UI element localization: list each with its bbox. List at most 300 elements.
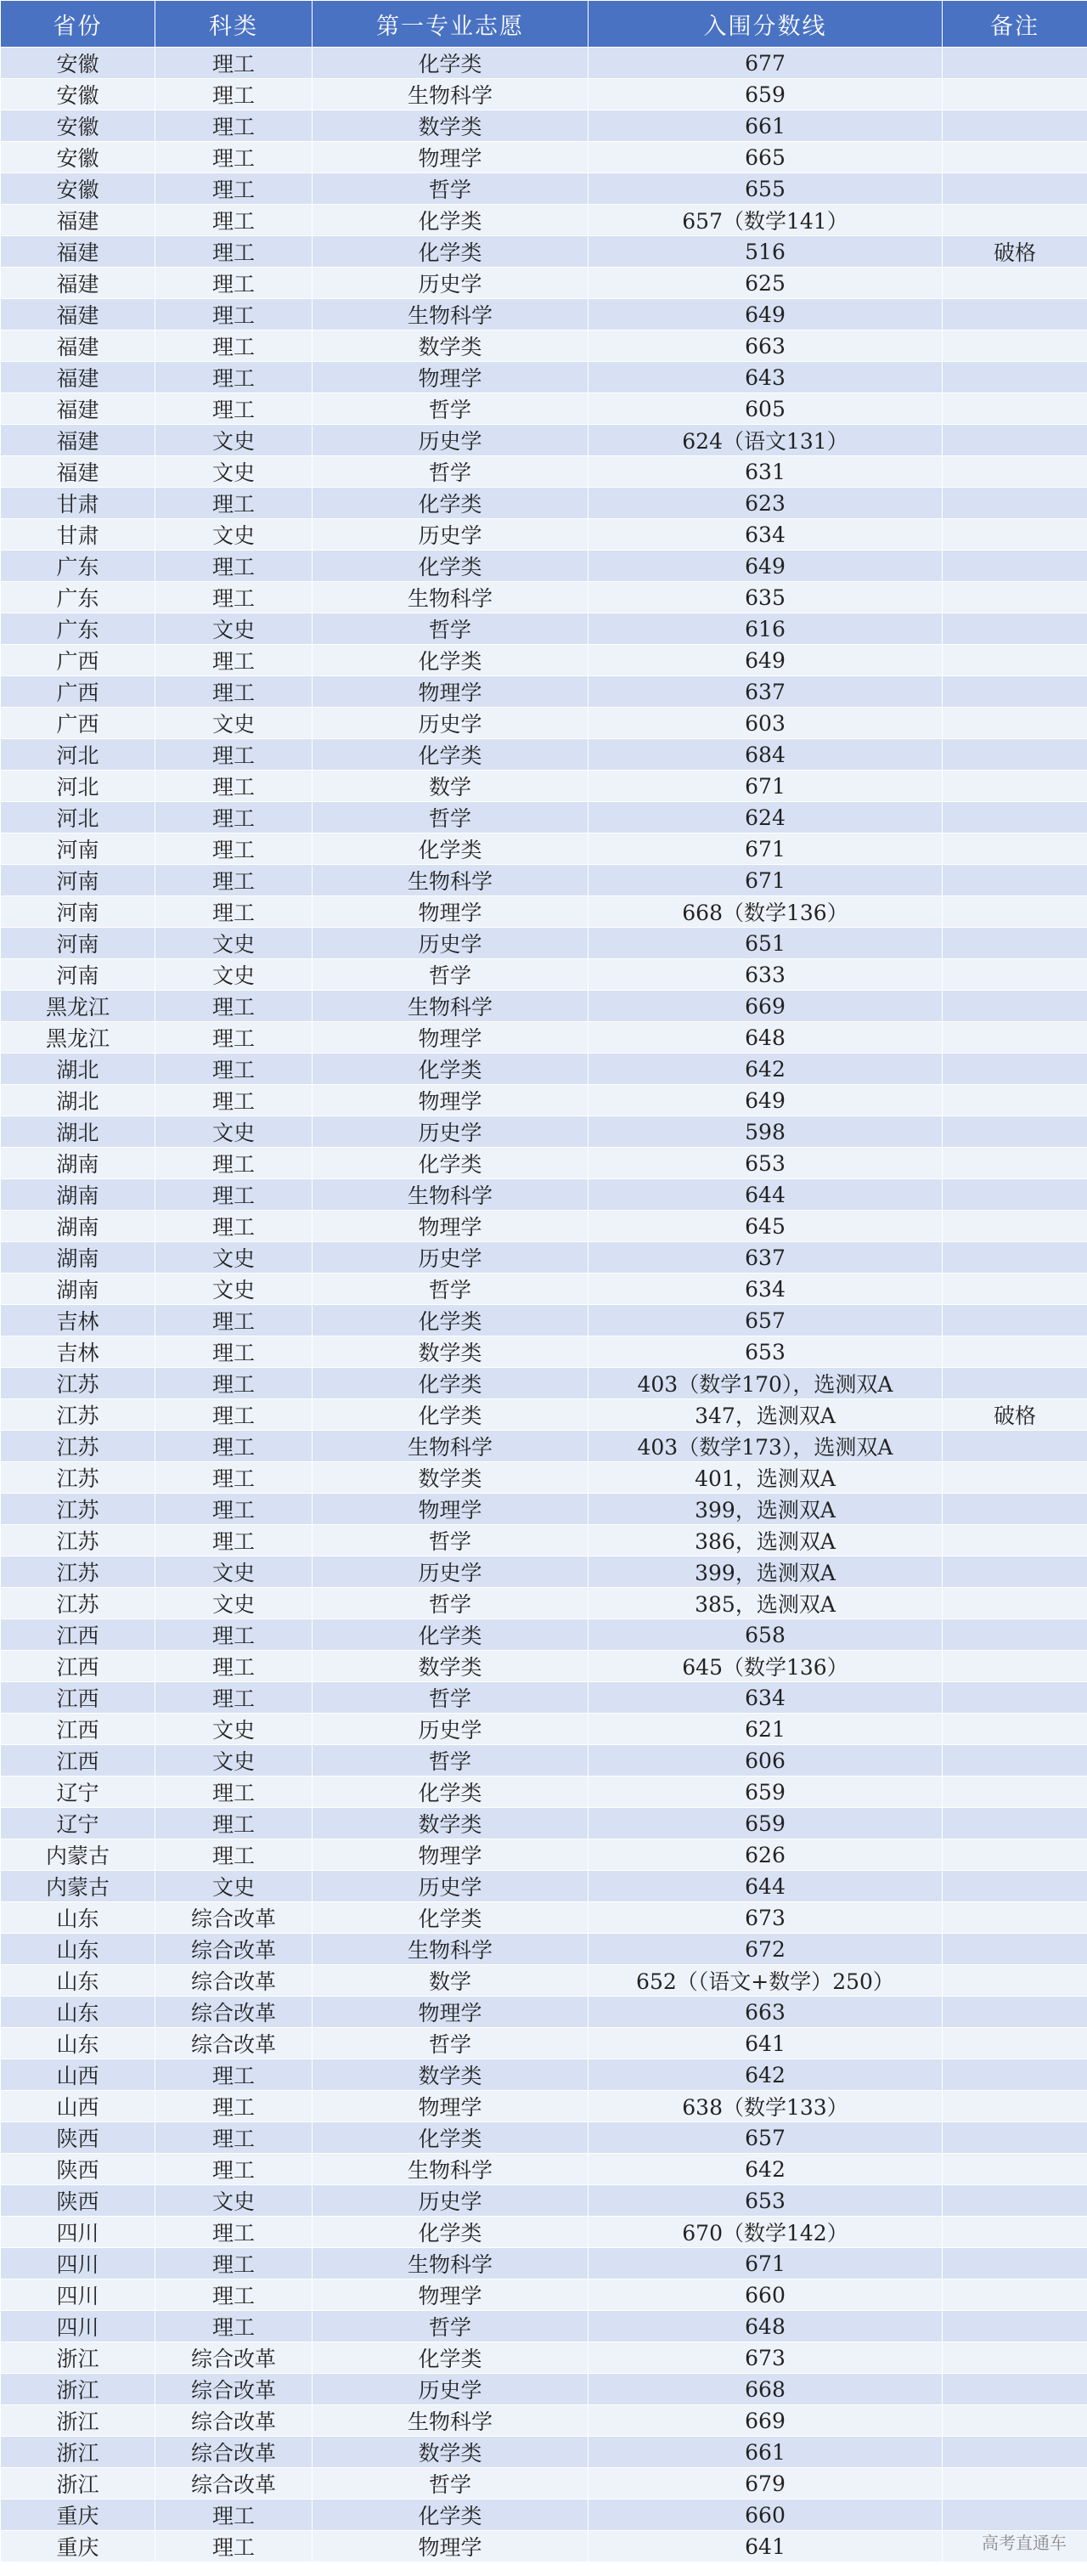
cell-category: 文史 xyxy=(155,1714,313,1745)
cell-remarks xyxy=(943,1305,1087,1336)
table-row xyxy=(1,1714,1087,1745)
cell-major: 化学类 xyxy=(313,2122,589,2154)
cell-cutoff-score: 659 xyxy=(589,79,943,110)
table-row xyxy=(1,330,1087,362)
cell-cutoff-score: 623 xyxy=(589,488,943,519)
cell-remarks xyxy=(943,1934,1087,1965)
table-row xyxy=(1,2405,1087,2437)
cell-cutoff-score: 671 xyxy=(589,833,943,865)
cell-category: 文史 xyxy=(155,613,313,645)
cell-cutoff-score: 677 xyxy=(589,48,943,79)
table-row xyxy=(1,2122,1087,2154)
cell-cutoff-score: 668 xyxy=(589,2374,943,2405)
cell-province: 福建 xyxy=(1,425,155,456)
cell-major: 生物科学 xyxy=(313,991,589,1022)
cell-cutoff-score: 645 xyxy=(589,1211,943,1242)
cell-remarks xyxy=(943,959,1087,991)
header-province: 省份 xyxy=(1,1,155,48)
cell-remarks xyxy=(943,2248,1087,2279)
cell-province: 山西 xyxy=(1,2059,155,2091)
cell-province: 山东 xyxy=(1,1965,155,1997)
table-row xyxy=(1,236,1087,268)
table-row xyxy=(1,1777,1087,1808)
cell-remarks xyxy=(943,142,1087,173)
table-row xyxy=(1,2342,1087,2374)
table-row xyxy=(1,865,1087,896)
table-row xyxy=(1,1745,1087,1777)
cell-province: 内蒙古 xyxy=(1,1839,155,1871)
cell-remarks xyxy=(943,2091,1087,2122)
cell-province: 内蒙古 xyxy=(1,1871,155,1902)
cell-cutoff-score: 403（数学170），选测双A xyxy=(589,1368,943,1399)
table-row xyxy=(1,1588,1087,1619)
header-remarks: 备注 xyxy=(943,1,1087,48)
cell-remarks xyxy=(943,1745,1087,1777)
cell-province: 江苏 xyxy=(1,1494,155,1525)
cell-province: 福建 xyxy=(1,299,155,330)
cell-province: 浙江 xyxy=(1,2342,155,2374)
cell-cutoff-score: 606 xyxy=(589,1745,943,1777)
table-row xyxy=(1,1211,1087,1242)
table-row xyxy=(1,1494,1087,1525)
cell-remarks xyxy=(943,425,1087,456)
cell-category: 综合改革 xyxy=(155,2342,313,2374)
cell-cutoff-score: 669 xyxy=(589,2405,943,2437)
cell-category: 文史 xyxy=(155,425,313,456)
table-row xyxy=(1,205,1087,236)
table-row xyxy=(1,2311,1087,2342)
cell-remarks xyxy=(943,802,1087,833)
cell-remarks xyxy=(943,2342,1087,2374)
cell-category: 理工 xyxy=(155,1494,313,1525)
cell-province: 福建 xyxy=(1,268,155,299)
cell-remarks xyxy=(943,456,1087,488)
table-row xyxy=(1,896,1087,928)
cell-cutoff-score: 665 xyxy=(589,142,943,173)
table-row xyxy=(1,1651,1087,1682)
cell-major: 化学类 xyxy=(313,1148,589,1179)
cell-remarks xyxy=(943,645,1087,676)
cell-major: 历史学 xyxy=(313,425,589,456)
cell-province: 河南 xyxy=(1,928,155,959)
cell-cutoff-score: 648 xyxy=(589,1022,943,1054)
cell-category: 理工 xyxy=(155,1022,313,1054)
cell-cutoff-score: 637 xyxy=(589,1242,943,1274)
cell-major: 历史学 xyxy=(313,928,589,959)
cell-category: 文史 xyxy=(155,1116,313,1148)
cell-province: 河南 xyxy=(1,833,155,865)
cell-cutoff-score: 643 xyxy=(589,362,943,393)
cell-category: 文史 xyxy=(155,1745,313,1777)
table-row xyxy=(1,2185,1087,2217)
cell-category: 理工 xyxy=(155,205,313,236)
cell-province: 湖北 xyxy=(1,1085,155,1116)
cell-remarks xyxy=(943,1494,1087,1525)
cell-category: 理工 xyxy=(155,48,313,79)
cell-province: 四川 xyxy=(1,2217,155,2248)
table-row xyxy=(1,1085,1087,1116)
cell-major: 化学类 xyxy=(313,1368,589,1399)
cell-major: 哲学 xyxy=(313,1682,589,1714)
cell-province: 浙江 xyxy=(1,2405,155,2437)
cell-cutoff-score: 660 xyxy=(589,2279,943,2311)
cell-province: 黑龙江 xyxy=(1,1022,155,1054)
cell-remarks xyxy=(943,1839,1087,1871)
cell-province: 湖南 xyxy=(1,1148,155,1179)
cell-province: 甘肃 xyxy=(1,488,155,519)
cell-cutoff-score: 403（数学173），选测双A xyxy=(589,1431,943,1462)
table-row xyxy=(1,173,1087,205)
cell-province: 安徽 xyxy=(1,79,155,110)
cell-province: 江西 xyxy=(1,1745,155,1777)
cell-category: 文史 xyxy=(155,1556,313,1588)
table-row xyxy=(1,1871,1087,1902)
cell-major: 哲学 xyxy=(313,613,589,645)
cell-category: 理工 xyxy=(155,173,313,205)
cell-major: 数学类 xyxy=(313,1651,589,1682)
table-row xyxy=(1,1525,1087,1556)
cell-province: 江西 xyxy=(1,1714,155,1745)
cell-category: 理工 xyxy=(155,2531,313,2562)
cell-category: 理工 xyxy=(155,2248,313,2279)
cell-major: 哲学 xyxy=(313,1525,589,1556)
cell-remarks xyxy=(943,393,1087,425)
cell-cutoff-score: 649 xyxy=(589,551,943,582)
cell-province: 江西 xyxy=(1,1682,155,1714)
cell-major: 历史学 xyxy=(313,1116,589,1148)
cell-remarks xyxy=(943,1431,1087,1462)
cell-major: 物理学 xyxy=(313,2091,589,2122)
cell-remarks xyxy=(943,362,1087,393)
cell-category: 理工 xyxy=(155,1525,313,1556)
cell-province: 河南 xyxy=(1,896,155,928)
cell-major: 物理学 xyxy=(313,676,589,708)
cell-province: 辽宁 xyxy=(1,1808,155,1839)
cell-major: 数学类 xyxy=(313,1462,589,1494)
cell-remarks xyxy=(943,519,1087,551)
cell-province: 山西 xyxy=(1,2091,155,2122)
cell-major: 物理学 xyxy=(313,2531,589,2562)
cell-province: 福建 xyxy=(1,393,155,425)
cell-major: 生物科学 xyxy=(313,2405,589,2437)
cell-province: 河南 xyxy=(1,959,155,991)
table-row xyxy=(1,142,1087,173)
cell-major: 哲学 xyxy=(313,2468,589,2500)
table-row xyxy=(1,1399,1087,1431)
cell-cutoff-score: 386，选测双A xyxy=(589,1525,943,1556)
cell-province: 福建 xyxy=(1,456,155,488)
cell-category: 文史 xyxy=(155,456,313,488)
cell-category: 文史 xyxy=(155,708,313,739)
cell-major: 数学 xyxy=(313,771,589,802)
cell-remarks xyxy=(943,2311,1087,2342)
cell-cutoff-score: 668（数学136） xyxy=(589,896,943,928)
cell-province: 河北 xyxy=(1,771,155,802)
cell-province: 安徽 xyxy=(1,110,155,142)
cell-cutoff-score: 660 xyxy=(589,2500,943,2531)
cell-cutoff-score: 347，选测双A xyxy=(589,1399,943,1431)
cell-major: 化学类 xyxy=(313,2342,589,2374)
cell-province: 广东 xyxy=(1,613,155,645)
cell-category: 理工 xyxy=(155,1336,313,1368)
cell-cutoff-score: 657（数学141） xyxy=(589,205,943,236)
header-first-major-choice: 第一专业志愿 xyxy=(313,1,589,48)
cell-major: 化学类 xyxy=(313,739,589,771)
cell-remarks xyxy=(943,991,1087,1022)
cell-major: 历史学 xyxy=(313,708,589,739)
cell-remarks xyxy=(943,1274,1087,1305)
cell-province: 江苏 xyxy=(1,1525,155,1556)
cell-category: 理工 xyxy=(155,1682,313,1714)
cell-remarks xyxy=(943,1022,1087,1054)
cell-cutoff-score: 652（（语文+数学）250） xyxy=(589,1965,943,1997)
table-row xyxy=(1,613,1087,645)
cell-cutoff-score: 641 xyxy=(589,2028,943,2059)
cell-province: 河南 xyxy=(1,865,155,896)
cell-category: 理工 xyxy=(155,2059,313,2091)
cell-category: 文史 xyxy=(155,1588,313,1619)
table-row xyxy=(1,268,1087,299)
cell-category: 理工 xyxy=(155,1651,313,1682)
cell-province: 江西 xyxy=(1,1651,155,1682)
cell-major: 生物科学 xyxy=(313,582,589,613)
cell-major: 数学类 xyxy=(313,1336,589,1368)
cell-category: 理工 xyxy=(155,2091,313,2122)
cell-cutoff-score: 649 xyxy=(589,1085,943,1116)
cell-cutoff-score: 649 xyxy=(589,299,943,330)
cell-category: 理工 xyxy=(155,551,313,582)
cell-category: 理工 xyxy=(155,1431,313,1462)
cell-category: 理工 xyxy=(155,739,313,771)
cell-province: 湖南 xyxy=(1,1242,155,1274)
cell-remarks xyxy=(943,299,1087,330)
cell-remarks xyxy=(943,1462,1087,1494)
cell-major: 哲学 xyxy=(313,2311,589,2342)
table-row xyxy=(1,1179,1087,1211)
cell-category: 理工 xyxy=(155,393,313,425)
cell-major: 化学类 xyxy=(313,2500,589,2531)
table-row xyxy=(1,1965,1087,1997)
cell-remarks xyxy=(943,708,1087,739)
cell-cutoff-score: 401，选测双A xyxy=(589,1462,943,1494)
cell-major: 化学类 xyxy=(313,1902,589,1934)
cell-province: 陕西 xyxy=(1,2122,155,2154)
table-row xyxy=(1,1619,1087,1651)
table-row xyxy=(1,1682,1087,1714)
cell-remarks xyxy=(943,1871,1087,1902)
cell-category: 文史 xyxy=(155,1274,313,1305)
cell-cutoff-score: 661 xyxy=(589,2437,943,2468)
cell-cutoff-score: 659 xyxy=(589,1808,943,1839)
table-row xyxy=(1,1336,1087,1368)
cell-province: 江苏 xyxy=(1,1588,155,1619)
cell-cutoff-score: 641 xyxy=(589,2531,943,2562)
cell-province: 湖北 xyxy=(1,1116,155,1148)
cell-category: 理工 xyxy=(155,142,313,173)
table-row xyxy=(1,2468,1087,2500)
cell-major: 化学类 xyxy=(313,205,589,236)
table-row xyxy=(1,676,1087,708)
cell-province: 广西 xyxy=(1,645,155,676)
cell-cutoff-score: 642 xyxy=(589,2154,943,2185)
cell-major: 化学类 xyxy=(313,1054,589,1085)
cell-remarks xyxy=(943,551,1087,582)
table-row xyxy=(1,771,1087,802)
cell-major: 哲学 xyxy=(313,456,589,488)
cell-category: 理工 xyxy=(155,2154,313,2185)
cell-category: 理工 xyxy=(155,1211,313,1242)
cell-category: 理工 xyxy=(155,802,313,833)
cell-province: 广东 xyxy=(1,582,155,613)
cell-major: 物理学 xyxy=(313,1211,589,1242)
table-row xyxy=(1,79,1087,110)
cell-category: 综合改革 xyxy=(155,2437,313,2468)
cell-major: 化学类 xyxy=(313,1305,589,1336)
cell-cutoff-score: 671 xyxy=(589,2248,943,2279)
cell-category: 文史 xyxy=(155,2185,313,2217)
cell-category: 文史 xyxy=(155,928,313,959)
cell-category: 理工 xyxy=(155,582,313,613)
cell-province: 江苏 xyxy=(1,1462,155,1494)
cell-remarks xyxy=(943,896,1087,928)
cell-province: 湖北 xyxy=(1,1054,155,1085)
cell-category: 综合改革 xyxy=(155,2405,313,2437)
cell-cutoff-score: 625 xyxy=(589,268,943,299)
table-row xyxy=(1,2154,1087,2185)
cell-remarks xyxy=(943,1682,1087,1714)
cell-cutoff-score: 657 xyxy=(589,2122,943,2154)
cell-remarks xyxy=(943,676,1087,708)
cell-province: 广东 xyxy=(1,551,155,582)
cell-major: 历史学 xyxy=(313,268,589,299)
cell-major: 化学类 xyxy=(313,2217,589,2248)
cell-province: 安徽 xyxy=(1,173,155,205)
cell-remarks xyxy=(943,330,1087,362)
cell-major: 物理学 xyxy=(313,2279,589,2311)
cell-cutoff-score: 655 xyxy=(589,173,943,205)
cell-remarks xyxy=(943,1619,1087,1651)
cell-category: 理工 xyxy=(155,1399,313,1431)
cell-province: 河北 xyxy=(1,802,155,833)
cell-province: 江苏 xyxy=(1,1556,155,1588)
cell-category: 理工 xyxy=(155,110,313,142)
cell-province: 山东 xyxy=(1,2028,155,2059)
cell-major: 化学类 xyxy=(313,236,589,268)
cell-major: 化学类 xyxy=(313,1399,589,1431)
cell-major: 哲学 xyxy=(313,393,589,425)
cell-cutoff-score: 669 xyxy=(589,991,943,1022)
cell-remarks xyxy=(943,833,1087,865)
cell-province: 山东 xyxy=(1,1934,155,1965)
header-cutoff-score: 入围分数线 xyxy=(589,1,943,48)
cell-province: 福建 xyxy=(1,205,155,236)
cell-cutoff-score: 516 xyxy=(589,236,943,268)
cell-category: 理工 xyxy=(155,362,313,393)
cell-category: 理工 xyxy=(155,1839,313,1871)
table-row xyxy=(1,1368,1087,1399)
cell-category: 理工 xyxy=(155,1619,313,1651)
table-row xyxy=(1,959,1087,991)
cell-major: 哲学 xyxy=(313,173,589,205)
cell-province: 四川 xyxy=(1,2248,155,2279)
cell-cutoff-score: 635 xyxy=(589,582,943,613)
cell-major: 历史学 xyxy=(313,2374,589,2405)
cell-major: 物理学 xyxy=(313,896,589,928)
cell-major: 历史学 xyxy=(313,1242,589,1274)
cell-major: 数学 xyxy=(313,1965,589,1997)
table-row xyxy=(1,2374,1087,2405)
cell-major: 物理学 xyxy=(313,1085,589,1116)
cell-cutoff-score: 399，选测双A xyxy=(589,1494,943,1525)
table-row xyxy=(1,1556,1087,1588)
cell-cutoff-score: 642 xyxy=(589,2059,943,2091)
cell-province: 四川 xyxy=(1,2311,155,2342)
cell-province: 广西 xyxy=(1,676,155,708)
table-row xyxy=(1,928,1087,959)
cell-category: 理工 xyxy=(155,676,313,708)
cell-cutoff-score: 645（数学136） xyxy=(589,1651,943,1682)
cell-province: 湖南 xyxy=(1,1274,155,1305)
cell-cutoff-score: 624（语文131） xyxy=(589,425,943,456)
cell-category: 文史 xyxy=(155,1242,313,1274)
table-row xyxy=(1,1808,1087,1839)
cell-province: 湖南 xyxy=(1,1211,155,1242)
cell-remarks xyxy=(943,1556,1087,1588)
cell-major: 历史学 xyxy=(313,2185,589,2217)
table-row xyxy=(1,1148,1087,1179)
table-row xyxy=(1,582,1087,613)
table-row xyxy=(1,2248,1087,2279)
cell-province: 广西 xyxy=(1,708,155,739)
table-row xyxy=(1,645,1087,676)
cell-major: 数学类 xyxy=(313,2437,589,2468)
cell-cutoff-score: 661 xyxy=(589,110,943,142)
cell-remarks xyxy=(943,1902,1087,1934)
cell-province: 浙江 xyxy=(1,2468,155,2500)
cell-remarks xyxy=(943,2122,1087,2154)
cell-province: 安徽 xyxy=(1,142,155,173)
cell-cutoff-score: 624 xyxy=(589,802,943,833)
cell-major: 哲学 xyxy=(313,2028,589,2059)
cell-cutoff-score: 670（数学142） xyxy=(589,2217,943,2248)
cell-major: 哲学 xyxy=(313,1274,589,1305)
table-row xyxy=(1,1934,1087,1965)
table-row xyxy=(1,2500,1087,2531)
cell-remarks xyxy=(943,1525,1087,1556)
cell-category: 理工 xyxy=(155,1462,313,1494)
table-row xyxy=(1,833,1087,865)
cell-province: 吉林 xyxy=(1,1305,155,1336)
table-row xyxy=(1,708,1087,739)
cell-major: 历史学 xyxy=(313,1871,589,1902)
cell-remarks xyxy=(943,488,1087,519)
cell-remarks: 破格 xyxy=(943,1399,1087,1431)
cell-category: 综合改革 xyxy=(155,1965,313,1997)
cell-category: 理工 xyxy=(155,236,313,268)
cell-remarks xyxy=(943,928,1087,959)
cell-category: 理工 xyxy=(155,865,313,896)
table-row xyxy=(1,1431,1087,1462)
cell-cutoff-score: 385，选测双A xyxy=(589,1588,943,1619)
cell-category: 理工 xyxy=(155,330,313,362)
cell-province: 山东 xyxy=(1,1902,155,1934)
cell-category: 理工 xyxy=(155,1054,313,1085)
cell-category: 理工 xyxy=(155,2500,313,2531)
cell-province: 福建 xyxy=(1,236,155,268)
cell-cutoff-score: 673 xyxy=(589,2342,943,2374)
table-row xyxy=(1,1462,1087,1494)
cell-major: 化学类 xyxy=(313,48,589,79)
